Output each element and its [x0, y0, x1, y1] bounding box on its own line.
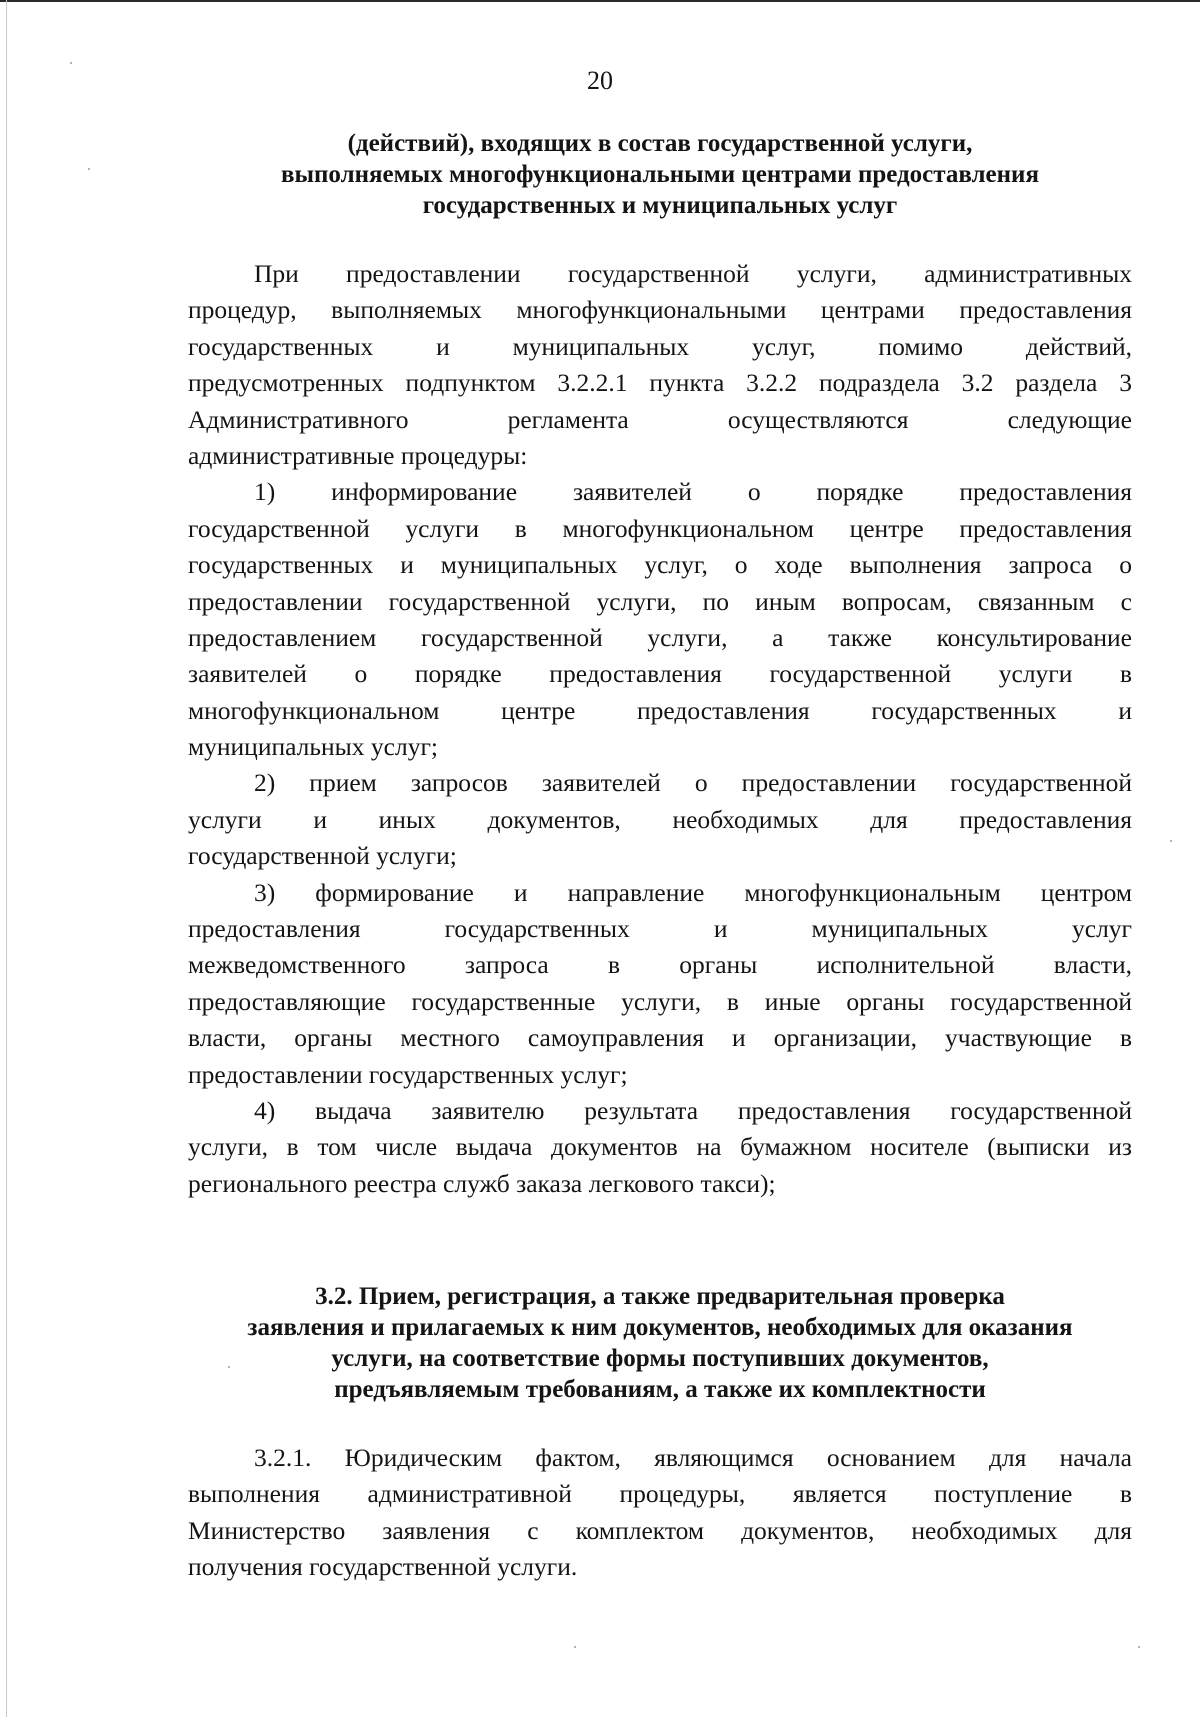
page-number: 20: [587, 66, 613, 95]
text-line: При предоставлении государственной услуги, административных: [254, 259, 1132, 288]
section-heading-3-2: [160, 1281, 1160, 1405]
heading-line: предъявляемым требованиям, а также их комплектности: [334, 1376, 986, 1403]
scan-speck: [88, 168, 90, 170]
text-line: 3.2.1. Юридическим фактом, являющимся основанием для начала: [254, 1443, 1132, 1472]
text-line: предоставления государственных и муниципальных услуг: [188, 914, 1132, 944]
text-line: предоставлением государственной услуги, а также консультирование: [188, 622, 1132, 652]
scan-speck: [574, 1646, 576, 1648]
scan-speck: [1138, 1646, 1140, 1648]
text-line: многофункциональном центре предоставления государственных и: [188, 695, 1132, 725]
scan-speck: [1170, 840, 1172, 842]
text-line: процедур, выполняемых многофункциональными центрами предоставления: [188, 295, 1132, 325]
scan-speck: [70, 62, 72, 64]
heading-line: государственных и муниципальных услуг: [422, 192, 898, 219]
text-line: Административного регламента осуществляются следующие: [188, 404, 1132, 434]
text-line: услуги, в том числе выдача документов на бумажном носителе (выписки из: [188, 1132, 1132, 1162]
text-line: предоставлении государственных услуг;: [188, 1059, 628, 1089]
list-item-2-line: 2) прием запросов заявителей о предоставлении государственной: [254, 768, 1132, 798]
text-line: государственных и муниципальных услуг, о ходе выполнения запроса о: [188, 550, 1132, 580]
text-line: государственной услуги в многофункциональном центре предоставления: [188, 513, 1132, 543]
text-line: государственной услуги;: [188, 841, 457, 871]
text-line: выполнения административной процедуры, является поступление в: [188, 1479, 1132, 1509]
body-paragraphs-1: [188, 256, 1132, 1202]
list-item-3-line: 3) формирование и направление многофункциональным центром: [254, 877, 1132, 907]
heading-line: услуги, на соответствие формы поступивших документов,: [331, 1345, 989, 1372]
text-line: получения государственной услуги.: [188, 1552, 578, 1582]
text-line: предоставлении государственной услуги, по иным вопросам, связанным с: [188, 586, 1132, 616]
text-line: муниципальных услуг;: [188, 732, 439, 762]
text-line: власти, органы местного самоуправления и организации, участвующие в: [188, 1023, 1132, 1053]
scan-edge-left: [6, 0, 7, 1717]
scan-speck: [228, 1366, 230, 1368]
heading-line: 3.2. Прием, регистрация, а также предварительная проверка: [315, 1283, 1005, 1310]
heading-line: заявления и прилагаемых к ним документов, необходимых для оказания: [247, 1314, 1073, 1341]
text-line: предоставляющие государственные услуги, в иные органы государственной: [188, 986, 1132, 1016]
list-item-4-line: 4) выдача заявителю результата предоставления государственной: [254, 1095, 1132, 1125]
text-line: регионального реестра служб заказа легкового такси);: [188, 1168, 776, 1198]
text-line: заявителей о порядке предоставления государственной услуги в: [188, 659, 1132, 689]
body-paragraphs-2: [188, 1440, 1132, 1586]
list-item-1-line: 1) информирование заявителей о порядке предоставления: [254, 477, 1132, 507]
text-line: административные процедуры:: [188, 440, 528, 470]
text-line: государственных и муниципальных услуг, помимо действий,: [188, 331, 1132, 361]
heading-line: (действий), входящих в состав государственной услуги,: [347, 130, 973, 157]
text-line: предусмотренных подпунктом 3.2.2.1 пункта 3.2.2 подраздела 3.2 раздела 3: [188, 368, 1132, 398]
scan-edge-top: [0, 0, 1200, 2]
text-line: услуги и иных документов, необходимых для предоставления: [188, 804, 1132, 834]
section-heading-continued: [160, 128, 1160, 221]
heading-line: выполняемых многофункциональными центрами предоставления: [281, 161, 1039, 188]
text-line: Министерство заявления с комплектом документов, необходимых для: [188, 1515, 1132, 1545]
text-line: межведомственного запроса в органы исполнительной власти,: [188, 950, 1132, 980]
